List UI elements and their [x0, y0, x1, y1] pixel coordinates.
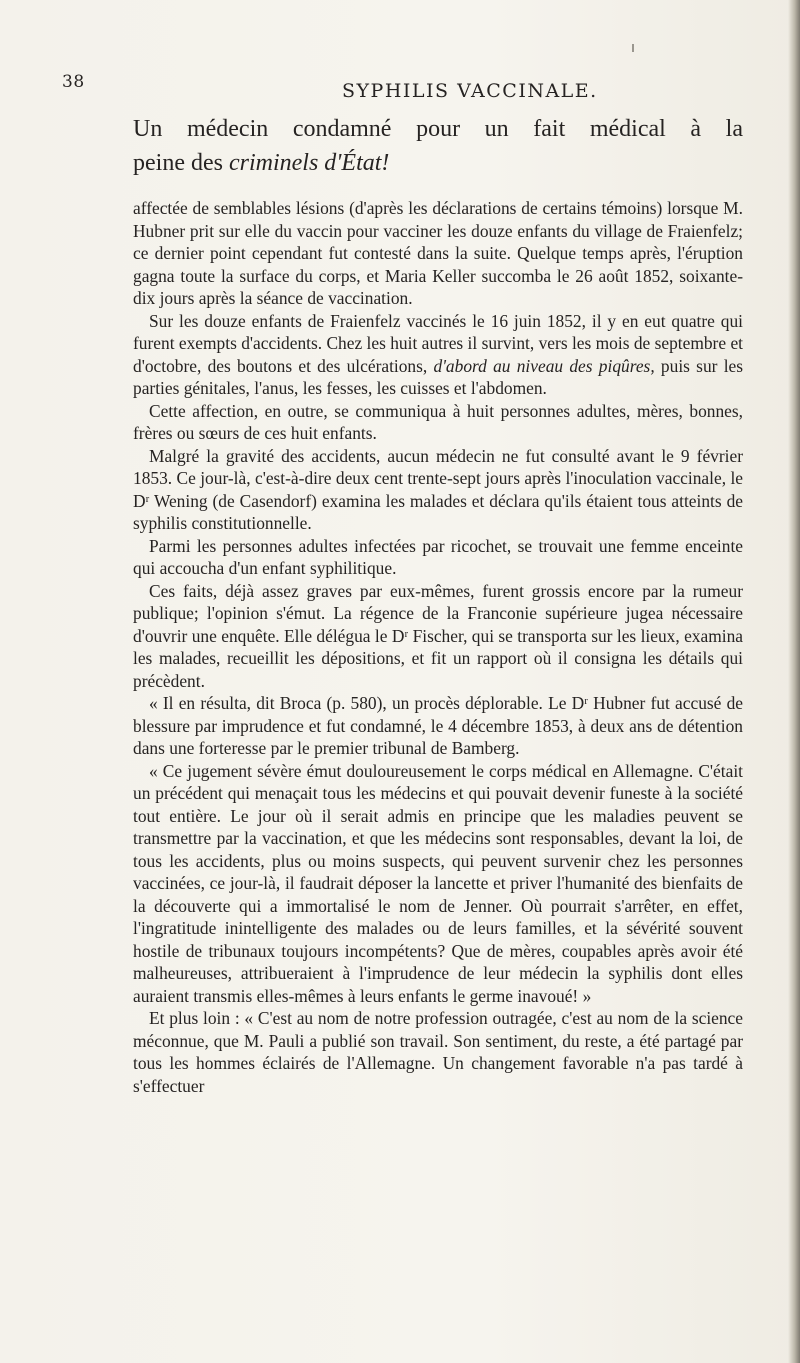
- paragraph: [133, 760, 743, 1008]
- paragraph-text-continued: puis sur les parties génitales, l'anus, les fesses, les cuisses et l'abdomen.: [133, 355, 744, 398]
- paragraph: [133, 400, 743, 445]
- headline-italic: criminels d'État!: [228, 150, 390, 176]
- paragraph: [133, 692, 743, 760]
- paragraph-text: Ces faits, déjà assez graves par eux-mêmes, furent grossis encore par la rumeur publique; l'opinion s'émut. La régence de la Franconie supérieure jugea nécessaire d'ouvrir une enquête. Elle délégua le Dʳ Fischer, qui se transporta sur les lieux, examina les malades, recueillit les dépositions, et fit un rapport où il consigna les détails qui précèdent.: [133, 580, 743, 691]
- headline-line-1: Un médecin condamné pour un fait médical à la: [133, 116, 743, 142]
- paragraph-text: « Ce jugement sévère émut douloureusement le corps médical en Allemagne. C'était un précédent qui menaçait tous les médecins et qui pouvait devenir funeste à la société tout entière. Le jour où il serait admis en principe que les maladies peuvent se transmettre par la vaccination, et que les médecins sont responsables, devant la loi, de tous les accidents, plus ou moins suspects, qui peuvent survenir chez les personnes vaccinées, ce jour-là, il faudrait déposer la lancette et priver l'humanité des bienfaits de la découverte qui a immortalisé le nom de Jenner. Où pourrait s'arrêter, en effet, l'ingratitude inintelligente des malades ou de leurs familles, et la sévérité souvent hostile de tribunaux toujours incompétents? Que de mères, coupables après avoir été malheureuses, attribueraient à l'imprudence de leur médecin la syphilis dont elles auraient transmis elles-mêmes à leurs enfants le germe inavoué! »: [133, 760, 743, 1006]
- paragraph: [133, 1007, 743, 1097]
- paragraph-text: Cette affection, en outre, se communiqua à huit personnes adultes, mères, bonnes, frères ou sœurs de ces huit enfants.: [133, 400, 743, 443]
- paragraph-italic-text: d'abord au niveau des piqûres,: [433, 355, 655, 376]
- paragraph-text: Et plus loin : « C'est au nom de notre profession outragée, c'est au nom de la science méconnue, que M. Pauli a publié son travail. Son sentiment, du reste, a été partagé par tous les hommes éclairés de l'Allemagne. Un changement favorable n'a pas tardé à s'effectuer: [133, 1008, 743, 1096]
- page-edge-shadow: [788, 0, 800, 1363]
- paragraph-text: « Il en résulta, dit Broca (p. 580), un procès déplorable. Le Dʳ Hubner fut accusé de blessure par imprudence et fut condamné, le 4 décembre 1853, à deux ans de détention dans une forteresse par le premier tribunal de Bamberg.: [133, 693, 743, 758]
- paragraph-text: Parmi les personnes adultes infectées par ricochet, se trouvait une femme enceinte qui accoucha d'un enfant syphilitique.: [133, 535, 743, 578]
- paragraph: [133, 310, 743, 400]
- paragraph: [133, 535, 743, 580]
- paragraph: [133, 445, 743, 535]
- stray-print-mark: [632, 44, 634, 52]
- paragraph: [133, 580, 743, 693]
- paragraph-text: affectée de semblables lésions (d'après les déclarations de certains témoins) lorsque M. Hubner prit sur elle du vaccin pour vacciner les douze enfants du village de Fraienfelz; ce dernier point cependant fut contesté dans la suite. Quelque temps après, l'éruption gagna toute la surface du corps, et Maria Keller succomba le 26 août 1852, soixante-dix jours après la séance de vaccination.: [133, 198, 743, 308]
- headline-line-2: [133, 146, 743, 180]
- paragraph: [133, 197, 743, 310]
- headline-prefix: peine des: [133, 150, 229, 176]
- paragraph-text: Sur les douze enfants de Fraienfelz vaccinés le 16 juin 1852, il y en eut quatre qui furent exempts d'accidents. Chez les huit autres il survint, vers les mois de septembre et d'octobre, des boutons et des ulcérations,: [133, 310, 743, 376]
- page-number: 38: [62, 72, 85, 92]
- body-text: [133, 197, 743, 1097]
- running-head: SYPHILIS VACCINALE.: [342, 80, 598, 102]
- paragraph-text: Malgré la gravité des accidents, aucun médecin ne fut consulté avant le 9 février 1853. Ce jour-là, c'est-à-dire deux cent trente-sept jours après l'inoculation vaccinale, le Dʳ Wening (de Casendorf) examina les malades et déclara qu'ils étaient tous atteints de syphilis constitutionnelle.: [133, 445, 743, 533]
- section-headline: [133, 112, 743, 180]
